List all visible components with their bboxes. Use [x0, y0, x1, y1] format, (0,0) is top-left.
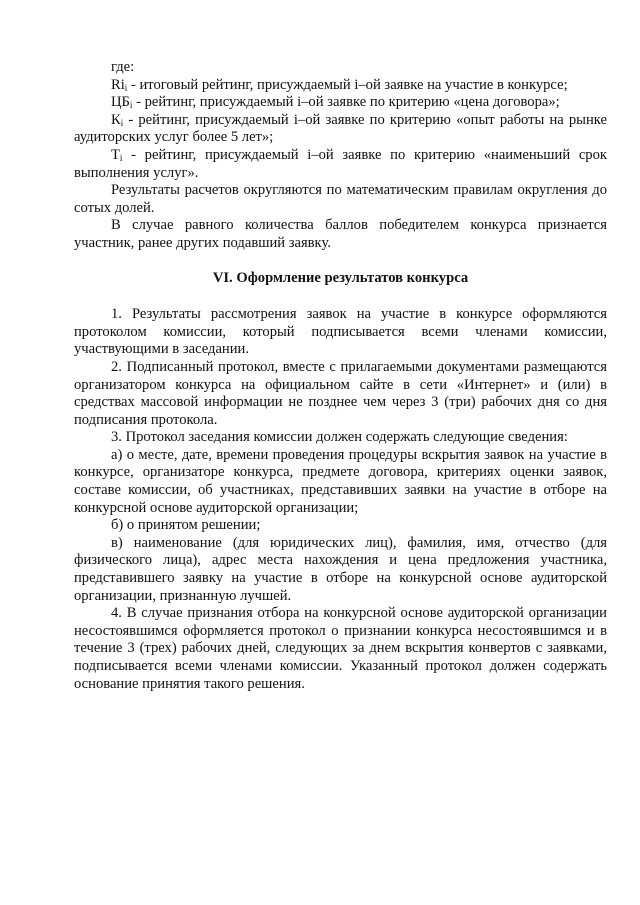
definition-text: - итоговый рейтинг, присуждаемый i–ой заявке на участие в конкурсе; [127, 76, 568, 93]
definition-text: - рейтинг, присуждаемый i–ой заявке по критерию «цена договора»; [132, 94, 560, 111]
symbol: Ri [111, 76, 125, 93]
definition-ri [74, 77, 607, 95]
definition-t [74, 147, 607, 182]
item-3b: б) о принятом решении; [111, 517, 261, 534]
definition-k [74, 112, 607, 147]
item-4: 4. В случае признания отбора на конкурсной основе аудиторской организации несостоявшимся оформляется протокол о признании конкурса несостоявшимся и в течение 3 (трех) рабочих дней, следующих за днем вскрытия конвертов с заявками, подписывается всеми членами комиссии. Указанный протокол должен содержать основание принятия такого решения. [74, 605, 607, 692]
subscript: i [124, 82, 128, 93]
symbol: Т [111, 146, 120, 163]
item-1: 1. Результаты рассмотрения заявок на участие в конкурсе оформляются протоколом комиссии, который подписывается всеми членами комиссии, участвующими в заседании. [74, 306, 607, 358]
subscript: i [120, 117, 124, 128]
subscript: i [129, 100, 133, 111]
symbol: К [111, 111, 121, 128]
subscript: i [119, 152, 123, 163]
rounding-paragraph: Результаты расчетов округляются по математическим правилам округления до сотых долей. [74, 182, 607, 216]
item-3: 3. Протокол заседания комиссии должен содержать следующие сведения: [111, 429, 568, 446]
section-heading: VI. Оформление результатов конкурса [212, 269, 469, 286]
definition-text: - рейтинг, присуждаемый i–ой заявке по критерию «опыт работы на рынке аудиторских услуг более 5 лет»; [74, 111, 607, 146]
definition-text: - рейтинг, присуждаемый i–ой заявке по критерию «наименьший срок выполнения услуг». [74, 146, 607, 181]
item-2: 2. Подписанный протокол, вместе с прилагаемыми документами размещаются организатором конкурса на официальном сайте в сети «Интернет» и (или) в средствах массовой информации не позднее чем через 3 (три) рабочих дня со дня подписания протокола. [74, 358, 607, 428]
document-body [74, 59, 607, 693]
symbol: ЦБ [111, 94, 130, 111]
item-3c: в) наименование (для юридических лиц), фамилия, имя, отчество (для физического лица), адрес места нахождения и цена предложения участника, представившего заявку на участие в отборе на конкурсной основе аудиторской организации, признанную лучшей. [74, 534, 607, 604]
definition-cb [74, 94, 607, 112]
item-3a: а) о месте, дате, времени проведения процедуры вскрытия заявок на участие в конкурсе, организаторе конкурса, предмете договора, критериях оценки заявок, составе комиссии, об участниках, представивших заявки на участие в отборе на конкурсной основе аудиторской организации; [74, 446, 607, 516]
where-label: где: [111, 59, 135, 75]
tie-paragraph: В случае равного количества баллов победителем конкурса признается участник, ранее других подавший заявку. [74, 217, 607, 251]
